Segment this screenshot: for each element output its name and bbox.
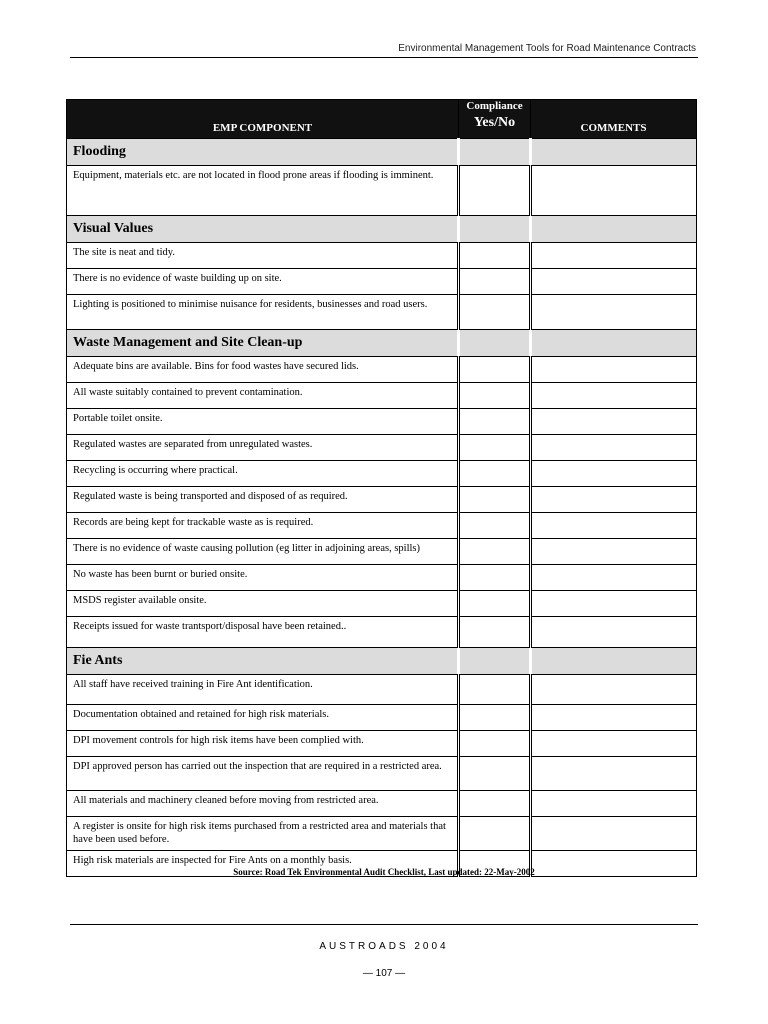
comments-cell[interactable]: [531, 675, 697, 705]
section-compliance-cell: [459, 216, 531, 243]
checklist-item: Equipment, materials etc. are not located in flood prone areas if flooding is imminent.: [67, 166, 459, 216]
checklist-item: A register is onsite for high risk items purchased from a restricted area and materials that have been used before.: [67, 817, 459, 851]
table-row: [67, 243, 697, 269]
comments-cell[interactable]: [531, 461, 697, 487]
compliance-cell[interactable]: [459, 757, 531, 791]
compliance-label: Compliance: [466, 100, 523, 112]
table-row: [67, 409, 697, 435]
column-header-comments: COMMENTS: [531, 100, 697, 139]
comments-cell[interactable]: [531, 565, 697, 591]
compliance-cell[interactable]: [459, 166, 531, 216]
checklist-item: There is no evidence of waste building up on site.: [67, 269, 459, 295]
section-row: [67, 139, 697, 166]
compliance-cell[interactable]: [459, 565, 531, 591]
checklist-item: All staff have received training in Fire Ant identification.: [67, 675, 459, 705]
source-caption: Source: Road Tek Environmental Audit Checklist, Last updated: 22-May-2002: [233, 867, 535, 877]
table-row: [67, 757, 697, 791]
comments-cell[interactable]: [531, 617, 697, 648]
table-row: [67, 705, 697, 731]
compliance-cell[interactable]: [459, 705, 531, 731]
checklist-item: All waste suitably contained to prevent contamination.: [67, 383, 459, 409]
page-number: — 107 —: [362, 968, 406, 979]
comments-cell[interactable]: [531, 166, 697, 216]
compliance-cell[interactable]: [459, 539, 531, 565]
compliance-cell[interactable]: [459, 409, 531, 435]
section-row: [67, 216, 697, 243]
checklist-item: Lighting is positioned to minimise nuisance for residents, businesses and road users.: [67, 295, 459, 330]
compliance-cell[interactable]: [459, 357, 531, 383]
section-row: [67, 648, 697, 675]
section-comments-cell: [531, 330, 697, 357]
checklist-item: All materials and machinery cleaned before moving from restricted area.: [67, 791, 459, 817]
compliance-cell[interactable]: [459, 513, 531, 539]
section-row: [67, 330, 697, 357]
compliance-cell[interactable]: [459, 461, 531, 487]
section-compliance-cell: [459, 139, 531, 166]
table-row: [67, 675, 697, 705]
table-header-row: [67, 100, 697, 139]
section-comments-cell: [531, 216, 697, 243]
compliance-cell[interactable]: [459, 383, 531, 409]
yes-no-label: Yes/No: [473, 115, 516, 130]
checklist-item: Recycling is occurring where practical.: [67, 461, 459, 487]
table-row: [67, 617, 697, 648]
footer-rule: [70, 924, 698, 925]
checklist-item: Receipts issued for waste trantsport/disposal have been retained..: [67, 617, 459, 648]
checklist-item: Regulated waste is being transported and disposed of as required.: [67, 487, 459, 513]
emp-checklist-table: [66, 99, 697, 877]
compliance-cell[interactable]: [459, 295, 531, 330]
checklist-item: High risk materials are inspected for Fire Ants on a monthly basis.: [67, 851, 459, 877]
section-title: Visual Values: [67, 216, 459, 243]
comments-cell[interactable]: [531, 269, 697, 295]
header-rule: [70, 57, 698, 58]
checklist-item: The site is neat and tidy.: [67, 243, 459, 269]
checklist-item: DPI movement controls for high risk items have been complied with.: [67, 731, 459, 757]
comments-cell[interactable]: [531, 295, 697, 330]
comments-cell[interactable]: [531, 539, 697, 565]
comments-cell[interactable]: [531, 791, 697, 817]
comments-cell[interactable]: [531, 435, 697, 461]
table-row: [67, 461, 697, 487]
compliance-cell[interactable]: [459, 487, 531, 513]
comments-cell[interactable]: [531, 757, 697, 791]
compliance-cell[interactable]: [459, 591, 531, 617]
section-title: Fie Ants: [67, 648, 459, 675]
section-compliance-cell: [459, 648, 531, 675]
comments-cell[interactable]: [531, 383, 697, 409]
checklist-item: Regulated wastes are separated from unregulated wastes.: [67, 435, 459, 461]
comments-cell[interactable]: [531, 513, 697, 539]
compliance-cell[interactable]: [459, 675, 531, 705]
comments-cell[interactable]: [531, 731, 697, 757]
running-header: Environmental Management Tools for Road Maintenance Contracts: [398, 43, 696, 54]
comments-cell[interactable]: [531, 243, 697, 269]
section-comments-cell: [531, 648, 697, 675]
compliance-cell[interactable]: [459, 269, 531, 295]
checklist-item: Documentation obtained and retained for high risk materials.: [67, 705, 459, 731]
compliance-cell[interactable]: [459, 791, 531, 817]
table-row: [67, 591, 697, 617]
compliance-cell[interactable]: [459, 243, 531, 269]
compliance-cell[interactable]: [459, 617, 531, 648]
table-row: [67, 295, 697, 330]
checklist-item: There is no evidence of waste causing pollution (eg litter in adjoining areas, spills): [67, 539, 459, 565]
table-row: [67, 539, 697, 565]
footer-brand: AUSTROADS 2004: [319, 941, 449, 952]
comments-cell[interactable]: [531, 487, 697, 513]
comments-cell[interactable]: [531, 705, 697, 731]
table-row: [67, 357, 697, 383]
comments-cell[interactable]: [531, 591, 697, 617]
table-row: [67, 565, 697, 591]
table-row: [67, 383, 697, 409]
table-row: [67, 817, 697, 851]
section-title: Flooding: [67, 139, 459, 166]
table-row: [67, 487, 697, 513]
comments-cell[interactable]: [531, 409, 697, 435]
compliance-cell[interactable]: [459, 817, 531, 851]
table-row: [67, 731, 697, 757]
comments-cell[interactable]: [531, 357, 697, 383]
checklist-item: Records are being kept for trackable waste as is required.: [67, 513, 459, 539]
checklist-item: MSDS register available onsite.: [67, 591, 459, 617]
compliance-cell[interactable]: [459, 731, 531, 757]
comments-cell[interactable]: [531, 817, 697, 851]
section-title: Waste Management and Site Clean-up: [67, 330, 459, 357]
table-row: [67, 513, 697, 539]
checklist-item: DPI approved person has carried out the inspection that are required in a restricted area.: [67, 757, 459, 791]
checklist-item: Portable toilet onsite.: [67, 409, 459, 435]
section-comments-cell: [531, 139, 697, 166]
table-body: [67, 139, 697, 877]
table-row: [67, 791, 697, 817]
table-row: [67, 166, 697, 216]
column-header-compliance: [459, 100, 531, 139]
section-compliance-cell: [459, 330, 531, 357]
checklist-item: Adequate bins are available. Bins for food wastes have secured lids.: [67, 357, 459, 383]
table-row: [67, 269, 697, 295]
compliance-cell[interactable]: [459, 435, 531, 461]
checklist-item: No waste has been burnt or buried onsite.: [67, 565, 459, 591]
column-header-emp-component: EMP COMPONENT: [67, 100, 459, 139]
table-row: [67, 435, 697, 461]
